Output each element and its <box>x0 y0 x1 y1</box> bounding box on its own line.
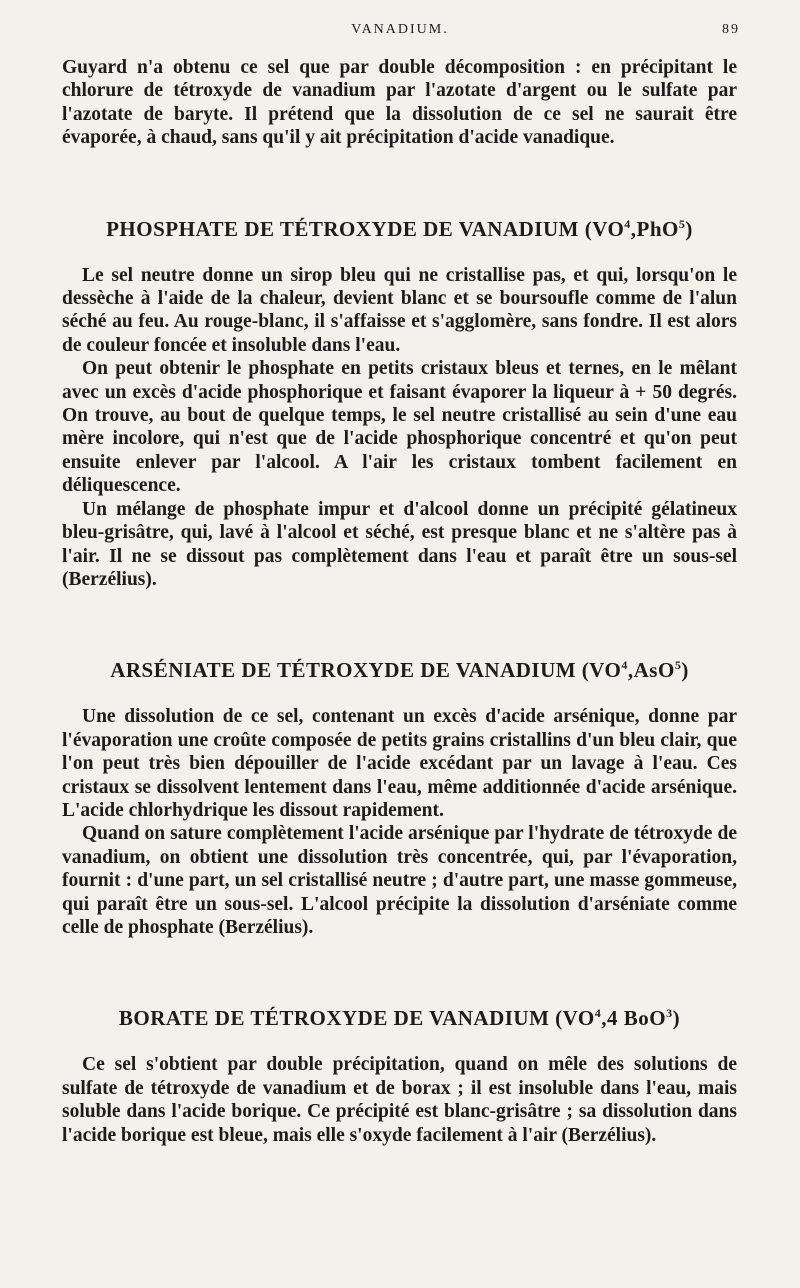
section-title-borate: BORATE DE TÉTROXYDE DE VANADIUM ($VO^4,4$ BoO$^3$) <box>118 1006 681 1031</box>
section-title-phosphate: PHOSPHATE DE TÉTROXYDE DE VANADIUM $(VO^4,PhO^5)$ <box>106 216 693 241</box>
phosphate-paragraph-1: Le sel neutre donne un sirop bleu qui ne cristallise pas, et qui, lorsqu'on le dessèche à l'aide de la chaleur, devient blanc et se boursoufle comme de l'alun séché au feu. Au rouge-blanc, il s'affaisse et s'agglomère, sans fondre. Il est alors de couleur foncée et insoluble dans l'eau. <box>62 264 737 356</box>
phosphate-paragraph-3: Un mélange de phosphate impur et d'alcool donne un précipité gélatineux bleu-grisâtre, qui, lavé à l'alcool et séché, est presque blanc et ne s'altère pas à l'air. Il ne se dissout pas complètement dans l'eau et paraît être un sous-sel (Berzélius). <box>62 498 737 590</box>
borate-paragraph-1: Ce sel s'obtient par double précipitation, quand on mêle des solutions de sulfate de tétroxyde de vanadium et de borax ; il est insoluble dans l'eau, mais soluble dans l'acide borique. Ce précipité est blanc-grisâtre ; sa dissolution dans l'acide borique est bleue, mais elle s'oxyde facilement à l'air (Berzélius). <box>62 1054 737 1146</box>
page-number: 89 <box>722 22 740 37</box>
running-head <box>60 22 740 42</box>
intro-paragraph: Guyard n'a obtenu ce sel que par double décomposition : en précipitant le chlorure de tétroxyde de vanadium par l'azotate d'argent ou le sulfate par l'azotate de baryte. Il prétend que la dissolution de ce sel ne saurait être évaporée, à chaud, sans qu'il y ait précipitation d'acide vanadique. <box>62 57 737 149</box>
page-body <box>62 56 737 1147</box>
section-title-arseniate: ARSÉNIATE DE TÉTROXYDE DE VANADIUM $(VO^4,AsO^5)$ <box>110 658 689 683</box>
arseniate-paragraph-2: Quand on sature complètement l'acide arsénique par l'hydrate de tétroxyde de vanadium, on obtient une dissolution très concentrée, qui, par l'évaporation, fournit : d'une part, un sel cristallisé neutre ; d'autre part, une masse gommeuse, qui paraît être un sous-sel. L'alcool précipite la dissolution d'arséniate comme celle de phosphate (Berzélius). <box>62 823 737 938</box>
running-title: VANADIUM. <box>351 22 449 37</box>
phosphate-paragraph-2: On peut obtenir le phosphate en petits cristaux bleus et ternes, en le mêlant avec un excès d'acide phosphorique et faisant évaporer la liqueur à + 50 degrés. On trouve, au bout de quelque temps, le sel neutre cristallisé au sein d'une eau mère incolore, qui n'est que de l'acide phosphorique concentré et qu'on peut ensuite enlever par l'alcool. A l'air les cristaux tombent facilement en déliquescence. <box>62 358 737 497</box>
arseniate-paragraph-1: Une dissolution de ce sel, contenant un excès d'acide arsénique, donne par l'évaporation une croûte composée de petits grains cristallins d'un bleu clair, que l'on peut très bien dépouiller de l'acide excédant par un lavage à l'eau. Ces cristaux se dissolvent lentement dans l'eau, même additionnée d'acide arsénique. L'acide chlorhydrique les dissout rapidement. <box>62 706 737 821</box>
